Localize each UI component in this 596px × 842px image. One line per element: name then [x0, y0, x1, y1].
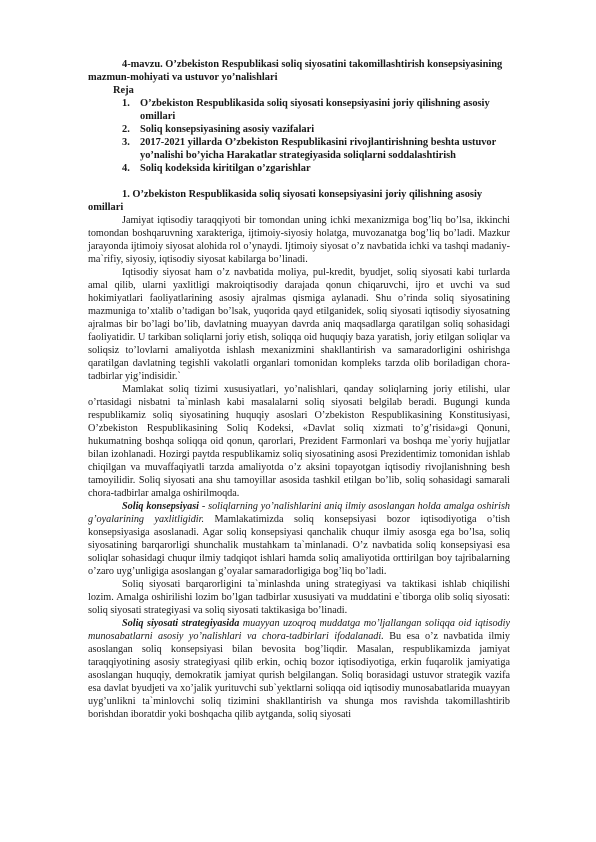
plan-item-number: 2.: [122, 124, 130, 135]
section-heading: 1. O’zbekiston Respublikasida soliq siyosati konsepsiyasini joriy qilishning asosiy omillari: [88, 189, 483, 213]
term-soliq-strategiyasi: Soliq siyosati strategiyasida: [122, 618, 240, 629]
plan-heading: Reja: [113, 85, 134, 96]
paragraph-6: [88, 617, 510, 721]
paragraph-text: Mamlakatimizda soliq konsepsiyasi bozor iqtisodiyotiga o’tish konsepsiyasiga asoslanadi. Agar soliq konsepsiyasi qanchalik chuqur ilmiy asosga ega bo’lsa, soliq siyosatining barqarorligi shunchalik mustahkam ta`minlanadi. O’z navbatida soliq konsepsiyasi esa soliqlar sohasidagi chuqur ilmiy tadqiqot ishlari hamda soliq amaliyotida orttirilgan boy tajribalarning o’zaro uyg’unligiga asoslangan g’oyalar samaradorligiga bog’liq bo’ladi.: [88, 514, 511, 577]
paragraph-2: Iqtisodiy siyosat ham o’z navbatida moliya, pul-kredit, byudjet, soliq siyosati kabi turlarda amal qilib, ularni yaxlitligi makroiqtisodiy darajada qonun chiqaruvchi, ijro et uvchi va sud hokimiyatlari faoliyatlarining asosiy ajralmas qismiga aylanadi. Shu o’rinda soliq siyosatining mazmuniga to’xtalib o’tadigan bo’lsak, yuqorida qayd etilganidek, soliq siyosati iqtisodiy siyosatning ajralmas bir bo’lagi bo’lib, davlatning muayyan davrda aniq maqsadlarga qaratilgan soliq sohasidagi faoliyatidir. U tarkiban soliqlarni joriy etish, soliqqa oid huquqiy baza yaratish, joriy etilgan soliqlar va soliqsiz to’lovlarni amaliyotda ishlash mexanizmini shakllantirish va samaradorligini oshirishga qaratilgan davlatning tegishli vakolatli organlari tomonidan kompleks tarzda olib boriladigan chora-tadbirlar yig’indisidir.`: [88, 267, 510, 382]
plan-item-number: 3.: [122, 137, 130, 148]
plan-item: [88, 136, 510, 162]
plan-item: [88, 162, 510, 175]
plan-item-text: 2017-2021 yillarda O’zbekiston Respublikasini rivojlantirishning beshta ustuvor yo’nalishi bo’yicha Harakatlar strategiyasida soliqlarni soddalashtirish: [140, 137, 497, 161]
paragraph-5: Soliq siyosati barqarorligini ta`minlashda uning strategiyasi va taktikasi ishlab chiqilishi lozim. Amalga oshirilishi lozim bo’lgan tadbirlar xususiyati va muddatini e`tiborga olib soliq siyosati: soliq siyosati strategiyasi va soliq siyosati taktikasiga bo’linadi.: [88, 579, 510, 616]
paragraph-text: Bu esa o’z navbatida ilmiy asoslangan soliq konsepsiyasi bilan bevosita bog’liqdir. Masalan, respublikamizda jamiyat taraqqiyotining asosiy strategiyasi qilib erkin, ochiq bozor iqtisodiyotiga, erkin fuqarolik jamiyatiga asoslangan huquqiy, demokratik jamiyat qurish belgilangan. Soliq borasidagi ustuvor strategik vazifa esa davlat byudjeti va xo’jalik yurituvchi sub`yektlarni soliqqa oid iqtisodiy munosabatlarida muayyan uyg’unlikni ta`minlovchi soliq tizimini shakllantirish va shunga mos ravishda takomillashtirib borishdan iboratdir yoki boshqacha qilib aytganda, soliq siyosati: [88, 631, 511, 720]
document-page: [88, 58, 510, 721]
plan-item-number: 4.: [122, 163, 130, 174]
definition-text: - soliqlarning yo’nalishlarini aniq ilmiy asoslangan holda amalga oshirish g’oyalarining yaxlitligidir.: [88, 501, 511, 525]
plan-item: [88, 123, 510, 136]
plan-list: [88, 97, 510, 175]
document-title: 4-mavzu. O’zbekiston Respublikasi soliq siyosatini takomillashtirish konsepsiyasining mazmun-mohiyati va ustuvor yo’nalishlari: [88, 59, 503, 83]
plan-item-number: 1.: [122, 98, 130, 109]
plan-item-text: Soliq konsepsiyasining asosiy vazifalari: [140, 124, 315, 135]
term-soliq-konsepsiyasi: Soliq konsepsiyasi: [122, 501, 200, 512]
definition-text: muayyan uzoqroq muddatga mo’ljallangan soliqqa oid iqtisodiy munosabatlarni asosiy yo’nalishlari va chora-tadbirlari ifodalanadi.: [88, 618, 510, 642]
plan-item-text: O’zbekiston Respublikasida soliq siyosati konsepsiyasini joriy qilishning asosiy omillari: [140, 98, 490, 122]
plan-item-text: Soliq kodeksida kiritilgan o’zgarishlar: [140, 163, 311, 174]
paragraph-1: Jamiyat iqtisodiy taraqqiyoti bir tomondan uning ichki mexanizmiga bog’liq bo’lsa, ikkinchi tomondan boshqaruvning xarakteriga, ijtimoiy-siyosiy holatga, muvozanatga bog’liq bo’ladi. Mazkur jarayonda ijtimoiy siyosat alohida rol o’ynaydi. Ijtimoiy siyosat o’z navbatida ichki va tashqi madaniy-ma`rifiy, siyosiy, iqtisodiy siyosat kabilarga bo’linadi.: [88, 215, 510, 265]
paragraph-4: [88, 500, 510, 578]
paragraph-3: Mamlakat soliq tizimi xususiyatlari, yo’nalishlari, qanday soliqlarning joriy etilishi, ular o’rtasidagi nisbatni ta`minlash kabi masalalarni soliq siyosati belgilab beradi. Bugungi kunda respublikamiz soliq siyosatining huquqiy asoslari O’zbekiston Respublikasining Konstitusiyasi, O’zbekiston Respublikasining Soliq Kodeksi, «Davlat soliq xizmati to’g’risida»gi Qonuni, hukumatning boshqa soliqqa oid qonun, qarorlari, Prezident Farmonlari va boshqa me`yoriy hujjatlar bilan izohlanadi. Hozirgi paytda respublikamiz soliq siyosatining asosi Prezidentimiz tomonidan ishlab chiqilgan va muvaffaqiyatli tarzda amaliyotda o’z aksini topayotgan iqtisodiy rivojlanishning besh tamoyilidir. Soliq siyosati ana shu tamoyillar asosida tashkil etilgan bo’lib, soliq sohasidagi samarali chora-tadbirlar amalga oshirilmoqda.: [88, 384, 510, 499]
plan-item: [88, 97, 510, 123]
